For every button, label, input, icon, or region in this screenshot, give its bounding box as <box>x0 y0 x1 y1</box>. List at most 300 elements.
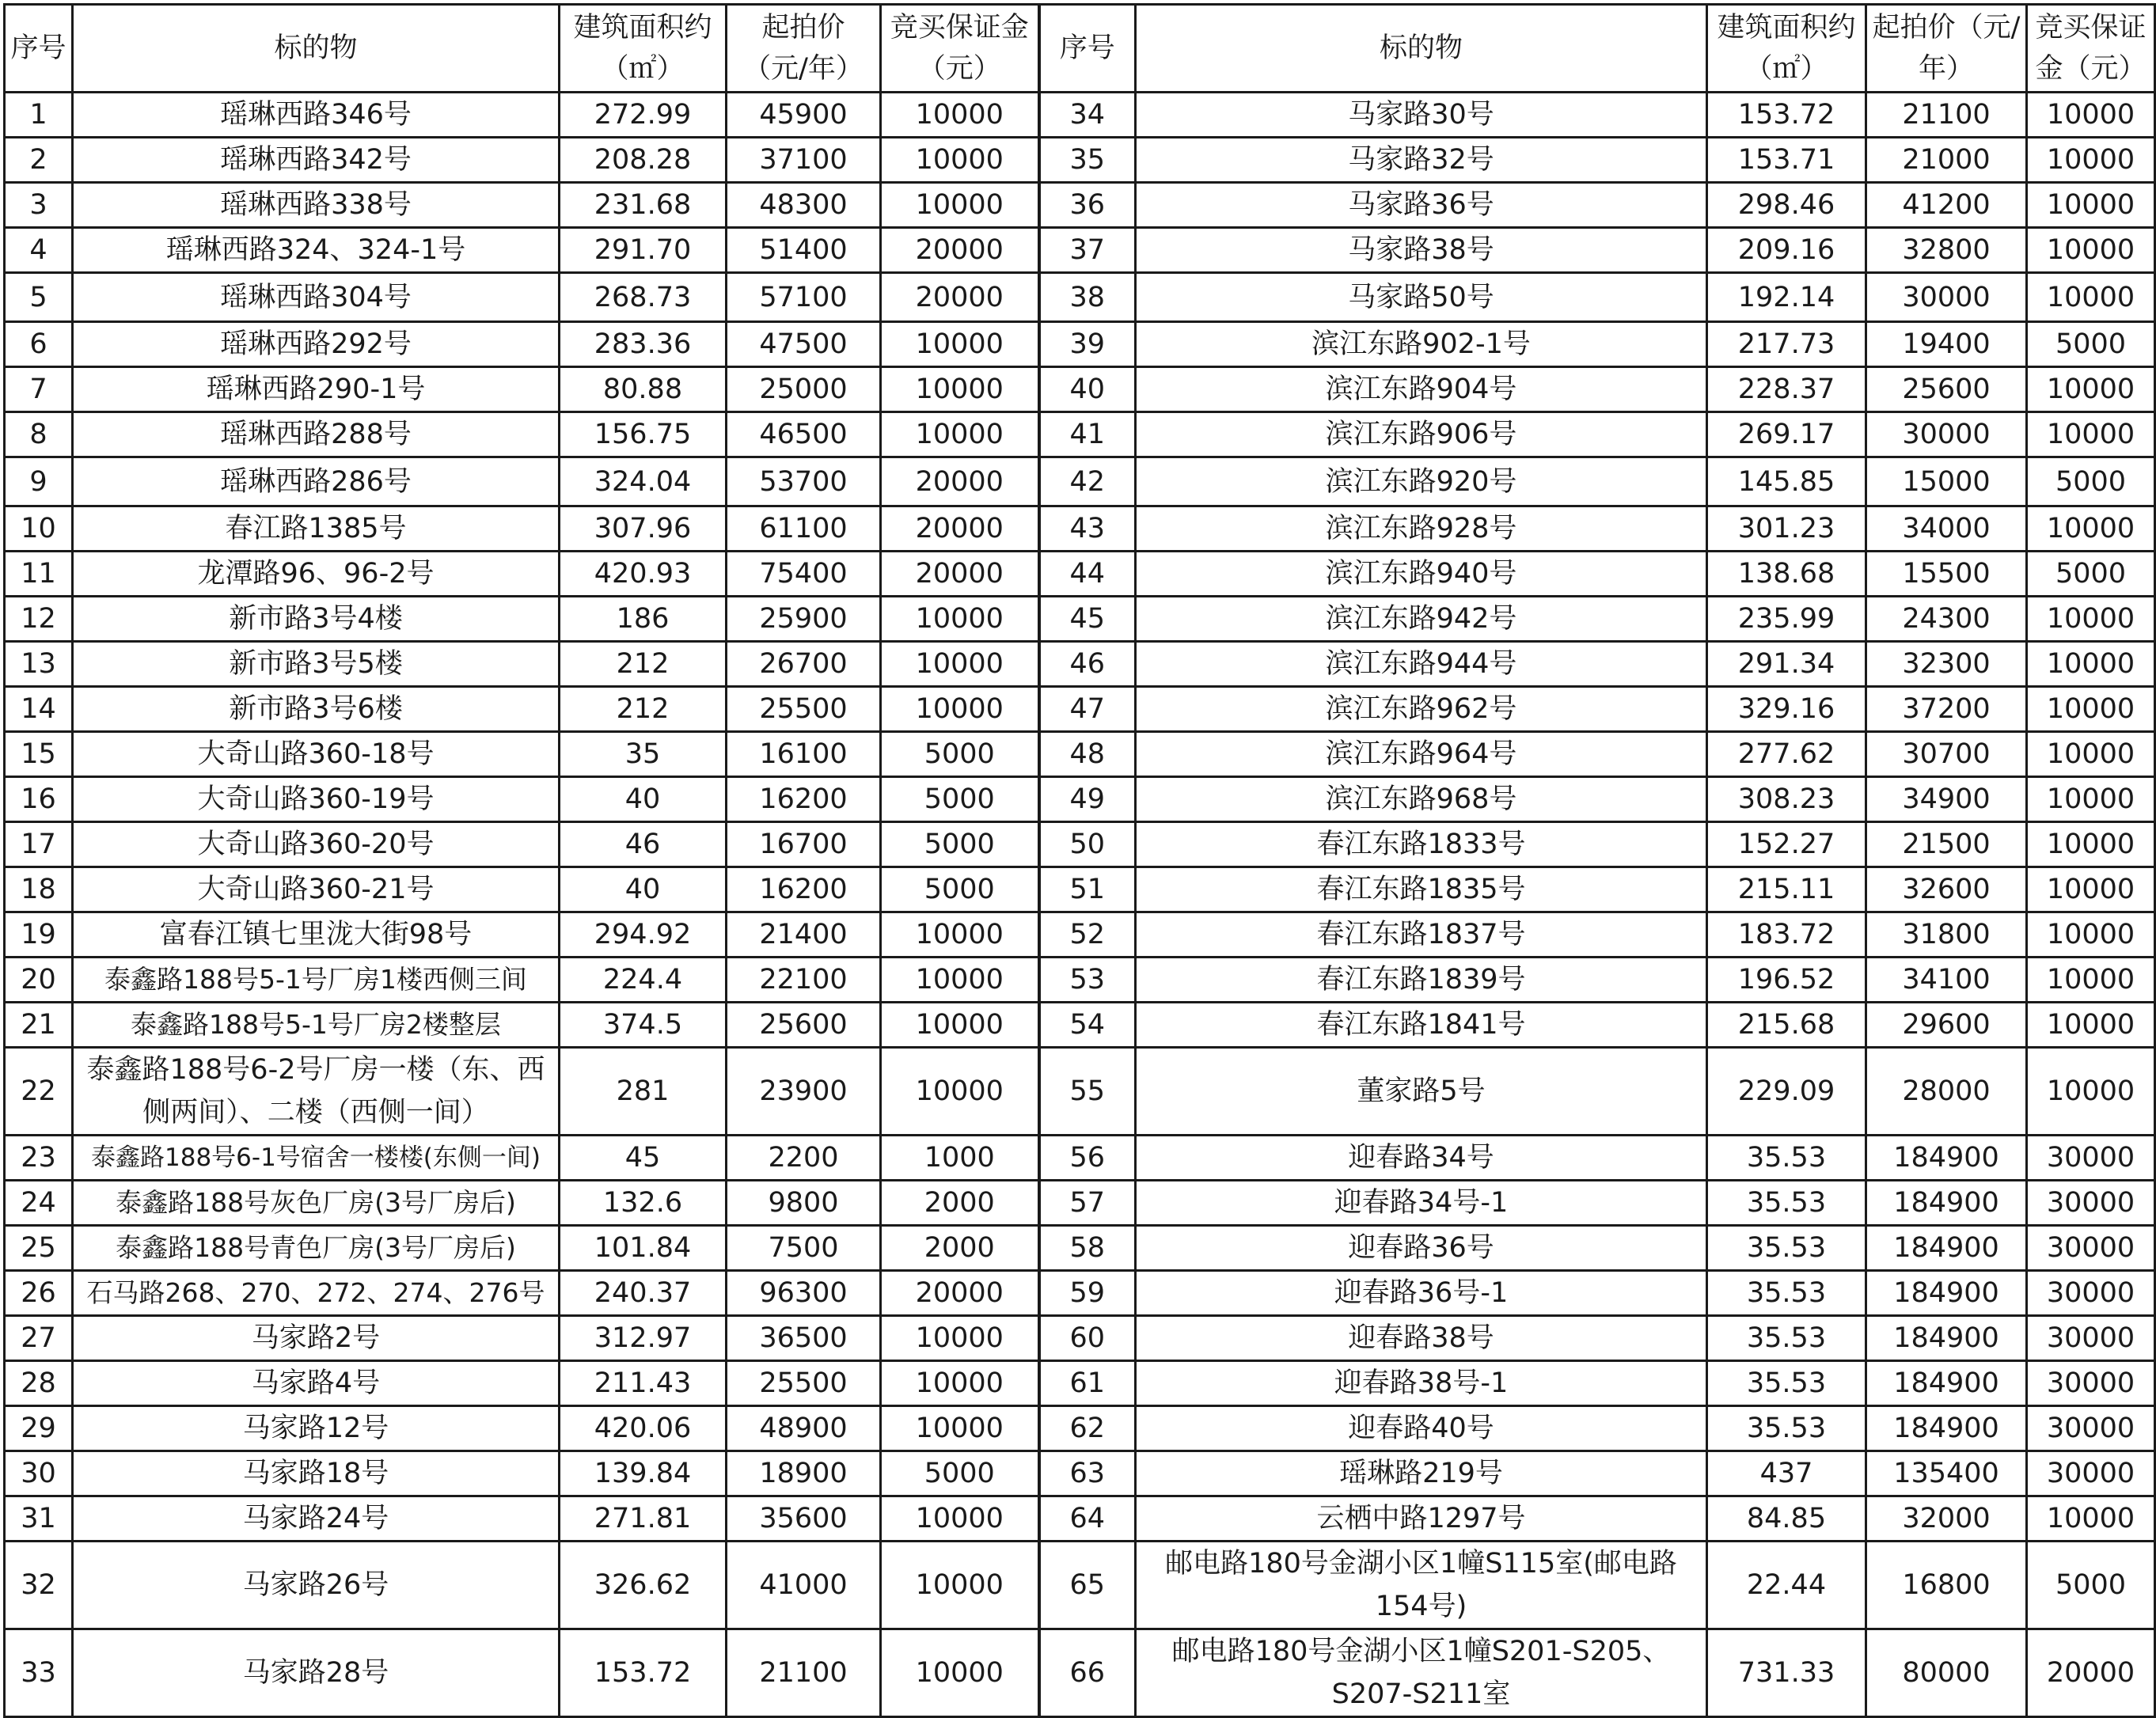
cell-deposit: 10000 <box>881 183 1039 228</box>
cell-area: 132.6 <box>560 1181 727 1226</box>
cell-area: 374.5 <box>560 1003 727 1048</box>
cell-start-price: 30700 <box>1866 732 2027 777</box>
col-header-index: 序号 <box>5 5 73 93</box>
cell-deposit: 20000 <box>881 228 1039 273</box>
cell-start-price: 34000 <box>1866 506 2027 552</box>
cell-property: 春江东路1835号 <box>1136 867 1707 912</box>
cell-deposit: 5000 <box>881 732 1039 777</box>
table-row <box>5 912 2155 958</box>
cell-area: 153.72 <box>1707 93 1866 138</box>
cell-index: 38 <box>1039 273 1136 322</box>
cell-property: 瑶琳路219号 <box>1136 1451 1707 1496</box>
cell-property: 迎春路38号 <box>1136 1316 1707 1361</box>
cell-start-price: 57100 <box>727 273 881 322</box>
cell-deposit: 10000 <box>881 1361 1039 1406</box>
cell-area: 308.23 <box>1707 777 1866 822</box>
cell-property: 迎春路36号-1 <box>1136 1271 1707 1316</box>
table-row <box>5 732 2155 777</box>
cell-deposit: 30000 <box>2027 1316 2155 1361</box>
table-row <box>5 552 2155 597</box>
cell-index: 33 <box>5 1629 73 1717</box>
cell-index: 44 <box>1039 552 1136 597</box>
col-header-property: 标的物 <box>1136 5 1707 93</box>
cell-index: 31 <box>5 1496 73 1542</box>
cell-index: 4 <box>5 228 73 273</box>
cell-start-price: 25500 <box>727 687 881 732</box>
cell-deposit: 10000 <box>881 1496 1039 1542</box>
cell-area: 420.06 <box>560 1406 727 1451</box>
cell-deposit: 20000 <box>881 273 1039 322</box>
cell-area: 211.43 <box>560 1361 727 1406</box>
cell-deposit: 5000 <box>881 1451 1039 1496</box>
cell-index: 43 <box>1039 506 1136 552</box>
cell-property: 马家路50号 <box>1136 273 1707 322</box>
cell-start-price: 61100 <box>727 506 881 552</box>
cell-index: 52 <box>1039 912 1136 958</box>
cell-index: 64 <box>1039 1496 1136 1542</box>
cell-start-price: 15000 <box>1866 457 2027 506</box>
cell-property: 春江东路1833号 <box>1136 822 1707 867</box>
cell-area: 229.09 <box>1707 1048 1866 1136</box>
cell-area: 291.70 <box>560 228 727 273</box>
cell-property: 大奇山路360-19号 <box>73 777 560 822</box>
cell-index: 42 <box>1039 457 1136 506</box>
cell-area: 324.04 <box>560 457 727 506</box>
cell-index: 11 <box>5 552 73 597</box>
cell-deposit: 10000 <box>2027 687 2155 732</box>
cell-area: 145.85 <box>1707 457 1866 506</box>
cell-property: 马家路38号 <box>1136 228 1707 273</box>
cell-index: 5 <box>5 273 73 322</box>
cell-index: 60 <box>1039 1316 1136 1361</box>
cell-area: 217.73 <box>1707 322 1866 367</box>
cell-property: 马家路26号 <box>73 1542 560 1629</box>
cell-index: 27 <box>5 1316 73 1361</box>
table-row <box>5 367 2155 412</box>
cell-index: 63 <box>1039 1451 1136 1496</box>
cell-deposit: 10000 <box>2027 138 2155 183</box>
cell-property: 滨江东路920号 <box>1136 457 1707 506</box>
header-row <box>5 5 2155 93</box>
cell-index: 26 <box>5 1271 73 1316</box>
cell-area: 183.72 <box>1707 912 1866 958</box>
cell-property: 滨江东路940号 <box>1136 552 1707 597</box>
cell-property: 春江东路1841号 <box>1136 1003 1707 1048</box>
cell-start-price: 32300 <box>1866 642 2027 687</box>
table-row <box>5 1406 2155 1451</box>
cell-deposit: 10000 <box>881 1316 1039 1361</box>
cell-property: 滨江东路962号 <box>1136 687 1707 732</box>
cell-index: 14 <box>5 687 73 732</box>
cell-deposit: 10000 <box>2027 228 2155 273</box>
cell-deposit: 10000 <box>2027 1048 2155 1136</box>
cell-area: 35.53 <box>1707 1316 1866 1361</box>
cell-index: 9 <box>5 457 73 506</box>
cell-start-price: 16800 <box>1866 1542 2027 1629</box>
cell-property: 马家路4号 <box>73 1361 560 1406</box>
cell-deposit: 10000 <box>881 367 1039 412</box>
cell-start-price: 37100 <box>727 138 881 183</box>
cell-deposit: 5000 <box>2027 322 2155 367</box>
cell-property: 马家路12号 <box>73 1406 560 1451</box>
cell-start-price: 25600 <box>1866 367 2027 412</box>
table-row <box>5 687 2155 732</box>
cell-index: 37 <box>1039 228 1136 273</box>
cell-area: 196.52 <box>1707 958 1866 1003</box>
cell-property: 泰鑫路188号5-1号厂房1楼西侧三间 <box>73 958 560 1003</box>
cell-property: 新市路3号5楼 <box>73 642 560 687</box>
cell-area: 301.23 <box>1707 506 1866 552</box>
cell-property: 瑶琳西路346号 <box>73 93 560 138</box>
cell-start-price: 184900 <box>1866 1136 2027 1181</box>
cell-index: 66 <box>1039 1629 1136 1717</box>
cell-area: 294.92 <box>560 912 727 958</box>
table-row <box>5 1181 2155 1226</box>
cell-index: 15 <box>5 732 73 777</box>
table-row <box>5 1271 2155 1316</box>
cell-property: 滨江东路902-1号 <box>1136 322 1707 367</box>
cell-property: 泰鑫路188号灰色厂房(3号厂房后) <box>73 1181 560 1226</box>
table-row <box>5 412 2155 457</box>
cell-deposit: 2000 <box>881 1181 1039 1226</box>
cell-area: 224.4 <box>560 958 727 1003</box>
cell-start-price: 25000 <box>727 367 881 412</box>
cell-property: 邮电路180号金湖小区1幢S201-S205、S207-S211室 <box>1136 1629 1707 1717</box>
cell-area: 326.62 <box>560 1542 727 1629</box>
table-row <box>5 506 2155 552</box>
cell-index: 6 <box>5 322 73 367</box>
cell-area: 209.16 <box>1707 228 1866 273</box>
cell-start-price: 34900 <box>1866 777 2027 822</box>
cell-area: 153.72 <box>560 1629 727 1717</box>
table-row <box>5 457 2155 506</box>
cell-deposit: 30000 <box>2027 1226 2155 1271</box>
cell-deposit: 5000 <box>2027 552 2155 597</box>
cell-start-price: 21100 <box>1866 93 2027 138</box>
cell-deposit: 10000 <box>881 597 1039 642</box>
cell-start-price: 41200 <box>1866 183 2027 228</box>
cell-index: 35 <box>1039 138 1136 183</box>
cell-property: 大奇山路360-20号 <box>73 822 560 867</box>
cell-start-price: 29600 <box>1866 1003 2027 1048</box>
cell-start-price: 46500 <box>727 412 881 457</box>
col-header-property: 标的物 <box>73 5 560 93</box>
cell-property: 春江东路1839号 <box>1136 958 1707 1003</box>
cell-deposit: 10000 <box>881 322 1039 367</box>
auction-listing-table <box>3 3 2156 1718</box>
cell-index: 48 <box>1039 732 1136 777</box>
cell-deposit: 1000 <box>881 1136 1039 1181</box>
cell-area: 215.11 <box>1707 867 1866 912</box>
cell-property: 迎春路34号 <box>1136 1136 1707 1181</box>
cell-property: 云栖中路1297号 <box>1136 1496 1707 1542</box>
cell-area: 138.68 <box>1707 552 1866 597</box>
cell-start-price: 75400 <box>727 552 881 597</box>
table-row <box>5 1496 2155 1542</box>
cell-deposit: 20000 <box>881 457 1039 506</box>
cell-area: 35.53 <box>1707 1181 1866 1226</box>
cell-area: 312.97 <box>560 1316 727 1361</box>
col-header-start-price: 起拍价（元/年） <box>1866 5 2027 93</box>
cell-property: 泰鑫路188号6-2号厂房一楼（东、西侧两间）、二楼（西侧一间） <box>73 1048 560 1136</box>
cell-deposit: 10000 <box>881 1003 1039 1048</box>
cell-start-price: 35600 <box>727 1496 881 1542</box>
cell-area: 80.88 <box>560 367 727 412</box>
cell-deposit: 10000 <box>2027 506 2155 552</box>
cell-deposit: 20000 <box>881 552 1039 597</box>
cell-property: 瑶琳西路324、324-1号 <box>73 228 560 273</box>
cell-start-price: 16100 <box>727 732 881 777</box>
cell-property: 春江东路1837号 <box>1136 912 1707 958</box>
table-row <box>5 183 2155 228</box>
cell-property: 马家路2号 <box>73 1316 560 1361</box>
cell-index: 62 <box>1039 1406 1136 1451</box>
cell-start-price: 21100 <box>727 1629 881 1717</box>
cell-index: 65 <box>1039 1542 1136 1629</box>
cell-start-price: 18900 <box>727 1451 881 1496</box>
cell-index: 47 <box>1039 687 1136 732</box>
cell-index: 40 <box>1039 367 1136 412</box>
cell-start-price: 25500 <box>727 1361 881 1406</box>
cell-start-price: 184900 <box>1866 1406 2027 1451</box>
cell-property: 马家路24号 <box>73 1496 560 1542</box>
cell-index: 16 <box>5 777 73 822</box>
cell-property: 迎春路40号 <box>1136 1406 1707 1451</box>
cell-deposit: 5000 <box>881 867 1039 912</box>
cell-property: 滨江东路944号 <box>1136 642 1707 687</box>
cell-start-price: 135400 <box>1866 1451 2027 1496</box>
cell-start-price: 7500 <box>727 1226 881 1271</box>
cell-deposit: 10000 <box>2027 777 2155 822</box>
cell-deposit: 10000 <box>2027 412 2155 457</box>
cell-index: 20 <box>5 958 73 1003</box>
cell-area: 40 <box>560 777 727 822</box>
table-row <box>5 958 2155 1003</box>
cell-start-price: 26700 <box>727 642 881 687</box>
cell-area: 291.34 <box>1707 642 1866 687</box>
cell-start-price: 24300 <box>1866 597 2027 642</box>
cell-index: 56 <box>1039 1136 1136 1181</box>
cell-area: 212 <box>560 642 727 687</box>
cell-property: 马家路18号 <box>73 1451 560 1496</box>
cell-area: 186 <box>560 597 727 642</box>
table-row <box>5 1226 2155 1271</box>
cell-deposit: 30000 <box>2027 1451 2155 1496</box>
cell-deposit: 2000 <box>881 1226 1039 1271</box>
cell-area: 35.53 <box>1707 1406 1866 1451</box>
cell-deposit: 10000 <box>2027 273 2155 322</box>
table-row <box>5 1136 2155 1181</box>
cell-index: 8 <box>5 412 73 457</box>
cell-property: 迎春路34号-1 <box>1136 1181 1707 1226</box>
cell-property: 董家路5号 <box>1136 1048 1707 1136</box>
cell-deposit: 10000 <box>881 93 1039 138</box>
cell-area: 283.36 <box>560 322 727 367</box>
cell-area: 420.93 <box>560 552 727 597</box>
cell-area: 153.71 <box>1707 138 1866 183</box>
cell-index: 7 <box>5 367 73 412</box>
cell-deposit: 10000 <box>2027 93 2155 138</box>
cell-area: 329.16 <box>1707 687 1866 732</box>
cell-deposit: 10000 <box>881 1629 1039 1717</box>
cell-deposit: 10000 <box>2027 912 2155 958</box>
cell-area: 269.17 <box>1707 412 1866 457</box>
cell-area: 272.99 <box>560 93 727 138</box>
table-row <box>5 1451 2155 1496</box>
cell-property: 大奇山路360-21号 <box>73 867 560 912</box>
cell-start-price: 2200 <box>727 1136 881 1181</box>
cell-property: 迎春路36号 <box>1136 1226 1707 1271</box>
cell-property: 新市路3号6楼 <box>73 687 560 732</box>
table-row <box>5 1361 2155 1406</box>
cell-deposit: 10000 <box>2027 867 2155 912</box>
table-body <box>5 93 2155 1717</box>
cell-deposit: 10000 <box>881 138 1039 183</box>
cell-start-price: 16700 <box>727 822 881 867</box>
cell-area: 307.96 <box>560 506 727 552</box>
cell-start-price: 47500 <box>727 322 881 367</box>
cell-deposit: 10000 <box>881 958 1039 1003</box>
cell-property: 瑶琳西路292号 <box>73 322 560 367</box>
cell-area: 208.28 <box>560 138 727 183</box>
cell-area: 45 <box>560 1136 727 1181</box>
cell-index: 54 <box>1039 1003 1136 1048</box>
cell-property: 瑶琳西路290-1号 <box>73 367 560 412</box>
cell-start-price: 32000 <box>1866 1496 2027 1542</box>
cell-area: 35.53 <box>1707 1271 1866 1316</box>
cell-area: 35.53 <box>1707 1361 1866 1406</box>
cell-index: 25 <box>5 1226 73 1271</box>
table-row <box>5 1316 2155 1361</box>
col-header-index: 序号 <box>1039 5 1136 93</box>
cell-deposit: 10000 <box>881 1406 1039 1451</box>
cell-property: 马家路28号 <box>73 1629 560 1717</box>
table-row <box>5 1629 2155 1717</box>
cell-property: 大奇山路360-18号 <box>73 732 560 777</box>
cell-index: 50 <box>1039 822 1136 867</box>
cell-area: 156.75 <box>560 412 727 457</box>
cell-start-price: 184900 <box>1866 1181 2027 1226</box>
cell-index: 49 <box>1039 777 1136 822</box>
cell-deposit: 5000 <box>2027 457 2155 506</box>
cell-area: 101.84 <box>560 1226 727 1271</box>
table-row <box>5 597 2155 642</box>
table-row <box>5 322 2155 367</box>
cell-deposit: 10000 <box>2027 1003 2155 1048</box>
cell-deposit: 5000 <box>2027 1542 2155 1629</box>
cell-start-price: 19400 <box>1866 322 2027 367</box>
cell-start-price: 45900 <box>727 93 881 138</box>
cell-start-price: 34100 <box>1866 958 2027 1003</box>
table-row <box>5 1003 2155 1048</box>
cell-area: 84.85 <box>1707 1496 1866 1542</box>
cell-deposit: 10000 <box>2027 958 2155 1003</box>
cell-start-price: 184900 <box>1866 1316 2027 1361</box>
cell-property: 瑶琳西路288号 <box>73 412 560 457</box>
cell-deposit: 10000 <box>881 412 1039 457</box>
cell-property: 新市路3号4楼 <box>73 597 560 642</box>
cell-start-price: 53700 <box>727 457 881 506</box>
cell-property: 滨江东路928号 <box>1136 506 1707 552</box>
cell-start-price: 80000 <box>1866 1629 2027 1717</box>
cell-deposit: 10000 <box>2027 183 2155 228</box>
cell-deposit: 5000 <box>881 822 1039 867</box>
cell-start-price: 23900 <box>727 1048 881 1136</box>
cell-property: 滨江东路942号 <box>1136 597 1707 642</box>
cell-deposit: 20000 <box>881 506 1039 552</box>
col-header-area: 建筑面积约（㎡） <box>1707 5 1866 93</box>
cell-start-price: 25900 <box>727 597 881 642</box>
cell-deposit: 10000 <box>881 1048 1039 1136</box>
cell-area: 40 <box>560 867 727 912</box>
cell-start-price: 22100 <box>727 958 881 1003</box>
cell-property: 马家路36号 <box>1136 183 1707 228</box>
col-header-area: 建筑面积约（㎡） <box>560 5 727 93</box>
cell-area: 215.68 <box>1707 1003 1866 1048</box>
cell-start-price: 16200 <box>727 867 881 912</box>
table-row <box>5 777 2155 822</box>
cell-start-price: 28000 <box>1866 1048 2027 1136</box>
cell-property: 瑶琳西路342号 <box>73 138 560 183</box>
cell-property: 泰鑫路188号5-1号厂房2楼整层 <box>73 1003 560 1048</box>
cell-start-price: 48900 <box>727 1406 881 1451</box>
cell-index: 39 <box>1039 322 1136 367</box>
table-row <box>5 822 2155 867</box>
cell-property: 马家路32号 <box>1136 138 1707 183</box>
cell-property: 滨江东路906号 <box>1136 412 1707 457</box>
cell-start-price: 30000 <box>1866 273 2027 322</box>
cell-start-price: 184900 <box>1866 1361 2027 1406</box>
cell-deposit: 20000 <box>2027 1629 2155 1717</box>
cell-index: 24 <box>5 1181 73 1226</box>
cell-start-price: 31800 <box>1866 912 2027 958</box>
cell-property: 瑶琳西路286号 <box>73 457 560 506</box>
cell-property: 龙潭路96、96-2号 <box>73 552 560 597</box>
cell-area: 281 <box>560 1048 727 1136</box>
cell-index: 10 <box>5 506 73 552</box>
cell-property: 瑶琳西路304号 <box>73 273 560 322</box>
cell-property: 滨江东路964号 <box>1136 732 1707 777</box>
cell-deposit: 10000 <box>2027 822 2155 867</box>
cell-start-price: 48300 <box>727 183 881 228</box>
cell-deposit: 10000 <box>2027 367 2155 412</box>
cell-area: 192.14 <box>1707 273 1866 322</box>
cell-area: 152.27 <box>1707 822 1866 867</box>
cell-property: 迎春路38号-1 <box>1136 1361 1707 1406</box>
cell-area: 212 <box>560 687 727 732</box>
cell-property: 滨江东路904号 <box>1136 367 1707 412</box>
cell-index: 46 <box>1039 642 1136 687</box>
cell-deposit: 30000 <box>2027 1181 2155 1226</box>
cell-deposit: 10000 <box>881 912 1039 958</box>
cell-area: 228.37 <box>1707 367 1866 412</box>
col-header-start-price: 起拍价（元/年） <box>727 5 881 93</box>
cell-index: 53 <box>1039 958 1136 1003</box>
table-row <box>5 1542 2155 1629</box>
cell-property: 泰鑫路188号6-1号宿舍一楼楼(东侧一间) <box>73 1136 560 1181</box>
table-row <box>5 138 2155 183</box>
cell-index: 28 <box>5 1361 73 1406</box>
cell-start-price: 21500 <box>1866 822 2027 867</box>
cell-area: 35 <box>560 732 727 777</box>
table-row <box>5 642 2155 687</box>
cell-property: 瑶琳西路338号 <box>73 183 560 228</box>
cell-start-price: 184900 <box>1866 1226 2027 1271</box>
cell-index: 2 <box>5 138 73 183</box>
cell-index: 18 <box>5 867 73 912</box>
cell-start-price: 21400 <box>727 912 881 958</box>
cell-start-price: 21000 <box>1866 138 2027 183</box>
